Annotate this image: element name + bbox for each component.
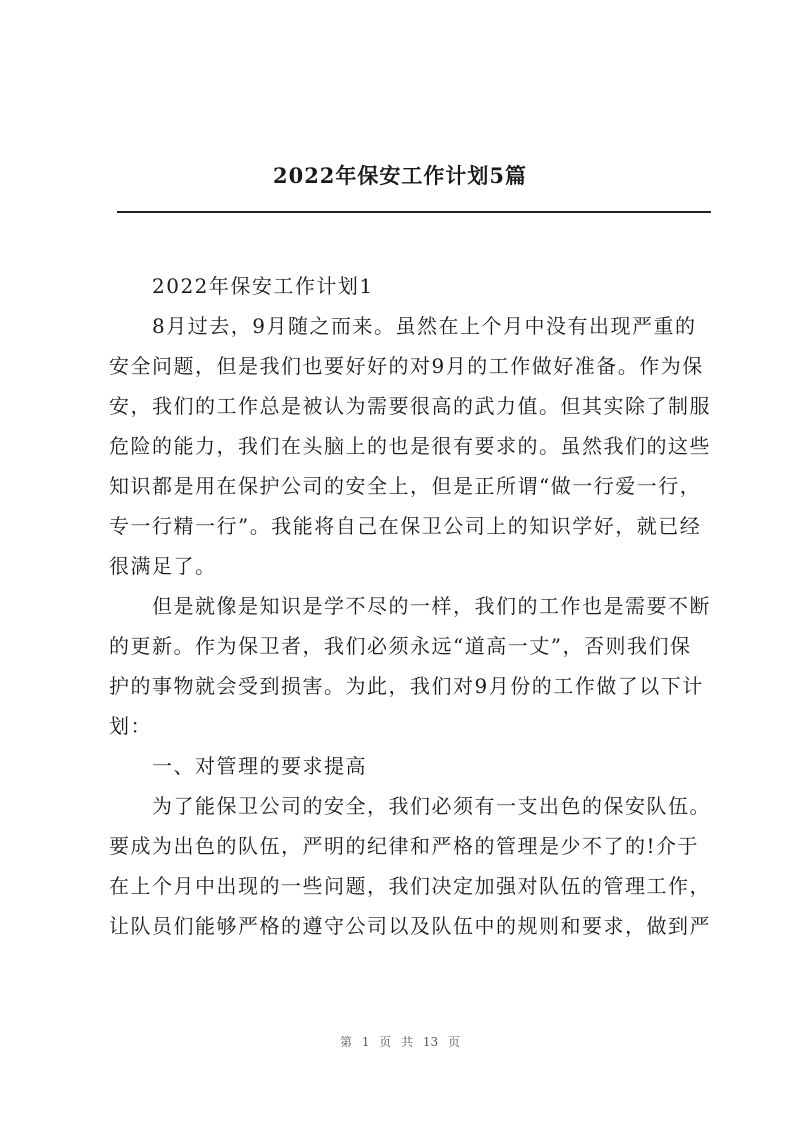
text-line: 安全问题，但是我们也要好好的对9月的工作做好准备。作为保 (109, 354, 704, 378)
text-line: 安，我们的工作总是被认为需要很高的武力值。但其实除了制服 (109, 394, 711, 418)
text-line: 让队员们能够严格的遵守公司以及队伍中的规则和要求，做到严 (109, 914, 711, 938)
text-line: 2022年保安工作计划1 (109, 274, 374, 298)
text-line: 划： (109, 714, 152, 738)
text-line: 危险的能力，我们在头脑上的也是很有要求的。虽然我们的这些 (109, 434, 711, 458)
text-line: 但是就像是知识是学不尽的一样，我们的工作也是需要不断 (109, 594, 711, 618)
text-line: 为了能保卫公司的安全，我们必须有一支出色的保安队伍。 (109, 794, 711, 818)
text-line: 在上个月中出现的一些问题，我们决定加强对队伍的管理工作， (109, 874, 711, 898)
text-line: 护的事物就会受到损害。为此，我们对9月份的工作做了以下计 (109, 674, 704, 698)
page-number-footer: 第 1 页 共 13 页 (340, 1035, 460, 1049)
title-divider (117, 211, 711, 213)
text-line: 的更新。作为保卫者，我们必须永远“道高一丈”，否则我们保 (109, 634, 692, 658)
text-line: 专一行精一行”。我能将自己在保卫公司上的知识学好，就已经 (109, 514, 702, 538)
text-line: 8月过去，9月随之而来。虽然在上个月中没有出现严重的 (109, 314, 697, 338)
document-title: 2022年保安工作计划5篇 (272, 163, 528, 188)
text-line: 很满足了。 (109, 554, 217, 578)
text-line: 知识都是用在保护公司的安全上，但是正所谓“做一行爱一行， (109, 474, 702, 498)
document-body (109, 266, 711, 946)
section-heading: 一、对管理的要求提高 (109, 754, 367, 778)
text-line: 要成为出色的队伍，严明的纪律和严格的管理是少不了的!介于 (109, 834, 700, 858)
